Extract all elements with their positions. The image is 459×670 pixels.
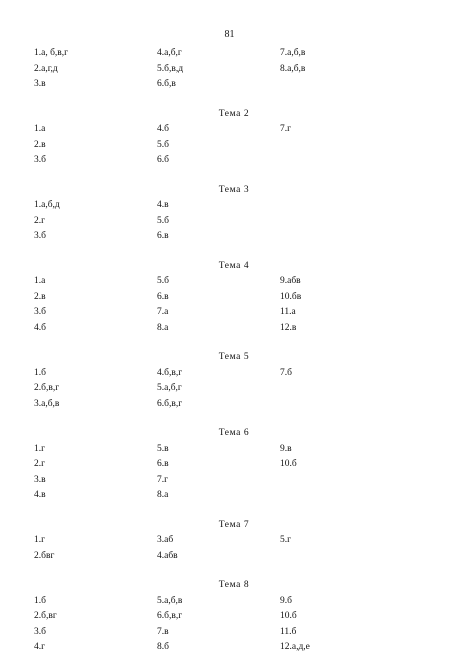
answer-item: 6.б,в: [157, 79, 176, 89]
answer-item: 4.абв: [157, 550, 178, 561]
answer-item: 8.а: [157, 322, 169, 333]
answer-item: [280, 549, 400, 565]
answer-grid: [34, 122, 434, 169]
answer-item: 5.б: [157, 276, 169, 286]
answer-item: 1.а,б,д: [34, 200, 60, 210]
answer-item: [280, 153, 400, 169]
answer-item: 4.г: [34, 642, 46, 652]
section-title: Тема 5: [218, 352, 250, 362]
answer-item: 9.абв: [280, 276, 301, 286]
answer-item: 6.в: [157, 291, 169, 302]
answer-grid: [34, 533, 434, 564]
answer-item: 4.б: [34, 322, 46, 333]
answer-item: 12.в: [280, 322, 297, 333]
answer-section: [34, 350, 434, 412]
answer-item: 5.б: [157, 215, 169, 226]
answer-item: [280, 397, 400, 413]
answer-item: 3.б: [34, 626, 46, 637]
answer-item: 1.а: [34, 124, 46, 134]
answer-item: 2.г: [34, 459, 46, 469]
answer-item: 6.б,в,г: [157, 398, 183, 409]
answer-grid: [34, 442, 434, 504]
answer-item: [280, 381, 400, 397]
answer-item: [280, 214, 400, 230]
answer-item: 8.а: [157, 490, 169, 500]
answer-item: 4.в: [34, 490, 46, 500]
answer-grid: [34, 366, 434, 413]
answer-item: 7.б: [280, 367, 292, 378]
answer-item: 10.б: [280, 611, 297, 621]
answer-item: 10.бв: [280, 291, 302, 302]
answer-section: [34, 46, 434, 93]
answer-item: 3.б: [34, 155, 46, 165]
answer-item: [280, 198, 400, 214]
answer-item: 3.б: [34, 231, 46, 241]
answer-item: 2.б,в,г: [34, 383, 60, 393]
answer-item: [280, 77, 400, 93]
answer-item: [280, 488, 400, 504]
answer-item: 2.а,г,д: [34, 63, 58, 74]
answer-grid: [34, 274, 434, 336]
answer-item: 5.в: [157, 443, 169, 454]
answer-item: 9.в: [280, 443, 292, 454]
answer-item: 8.б: [157, 642, 169, 652]
answer-item: 3.б: [34, 307, 46, 317]
answer-item: 12.а,д,е: [280, 642, 310, 652]
answer-item: 2.б,вг: [34, 611, 57, 621]
answer-item: 4.а,б,г: [157, 48, 182, 58]
answer-section: [34, 107, 434, 169]
answer-item: 1.б: [34, 595, 46, 606]
section-title: Тема 2: [218, 108, 250, 119]
answer-item: 4.б: [157, 124, 169, 134]
answer-key: [34, 46, 434, 670]
answer-item: 1.а: [34, 276, 46, 286]
answer-item: 11.а: [280, 307, 296, 317]
answer-item: 8.а,б,в: [280, 63, 306, 74]
answer-grid: [34, 198, 434, 245]
answer-item: 4.б,в,г: [157, 367, 183, 378]
answer-section: [34, 518, 434, 565]
section-title: Тема 8: [218, 580, 250, 590]
answer-item: 9.б: [280, 595, 292, 606]
answer-item: 5.а,б,г: [157, 383, 182, 393]
answer-grid: [34, 594, 434, 656]
answer-item: 3.в: [34, 474, 46, 485]
answer-item: 1.г: [34, 443, 46, 454]
answer-item: 7.г: [280, 124, 292, 134]
answer-item: 5.б,в,д: [157, 63, 184, 74]
answer-section: [34, 426, 434, 504]
section-title: Тема 6: [218, 428, 250, 438]
answer-item: 5.г: [280, 535, 292, 545]
answer-item: 7.г: [157, 474, 169, 485]
answer-item: [280, 473, 400, 489]
answer-section: [34, 183, 434, 245]
section-title: Тема 7: [218, 519, 250, 530]
answer-item: 2.в: [34, 139, 46, 150]
answer-item: 6.б: [157, 155, 169, 165]
answer-section: [34, 259, 434, 337]
answer-item: 2.в: [34, 291, 46, 302]
answer-item: 3.в: [34, 79, 46, 89]
answer-section: [34, 578, 434, 656]
answer-item: 7.в: [157, 626, 169, 637]
answer-item: 7.а,б,в: [280, 48, 306, 58]
answer-item: 4.в: [157, 200, 169, 210]
section-title: Тема 4: [218, 260, 250, 271]
answer-item: 2.бвг: [34, 550, 55, 561]
answer-item: 5.а,б,в: [157, 595, 183, 606]
answer-item: 5.б: [157, 139, 169, 150]
answer-item: 3.а,б,в: [34, 398, 60, 409]
answer-item: 1.а, б,в,г: [34, 48, 69, 58]
answer-item: [280, 138, 400, 154]
answer-item: 6.б,в,г: [157, 611, 183, 621]
answer-item: [280, 229, 400, 245]
answer-item: 11.б: [280, 626, 297, 637]
answer-item: 10.б: [280, 459, 297, 469]
section-title: Тема 3: [218, 184, 250, 195]
answer-item: 6.в: [157, 231, 169, 241]
answer-item: 7.а: [157, 307, 169, 317]
answer-item: 3.аб: [157, 535, 174, 545]
answer-item: 6.в: [157, 459, 169, 469]
answer-item: 1.б: [34, 367, 46, 378]
page-number: 81: [224, 29, 235, 40]
answer-item: 1.г: [34, 535, 46, 545]
answer-item: 2.г: [34, 215, 46, 226]
answer-grid: [34, 46, 434, 93]
